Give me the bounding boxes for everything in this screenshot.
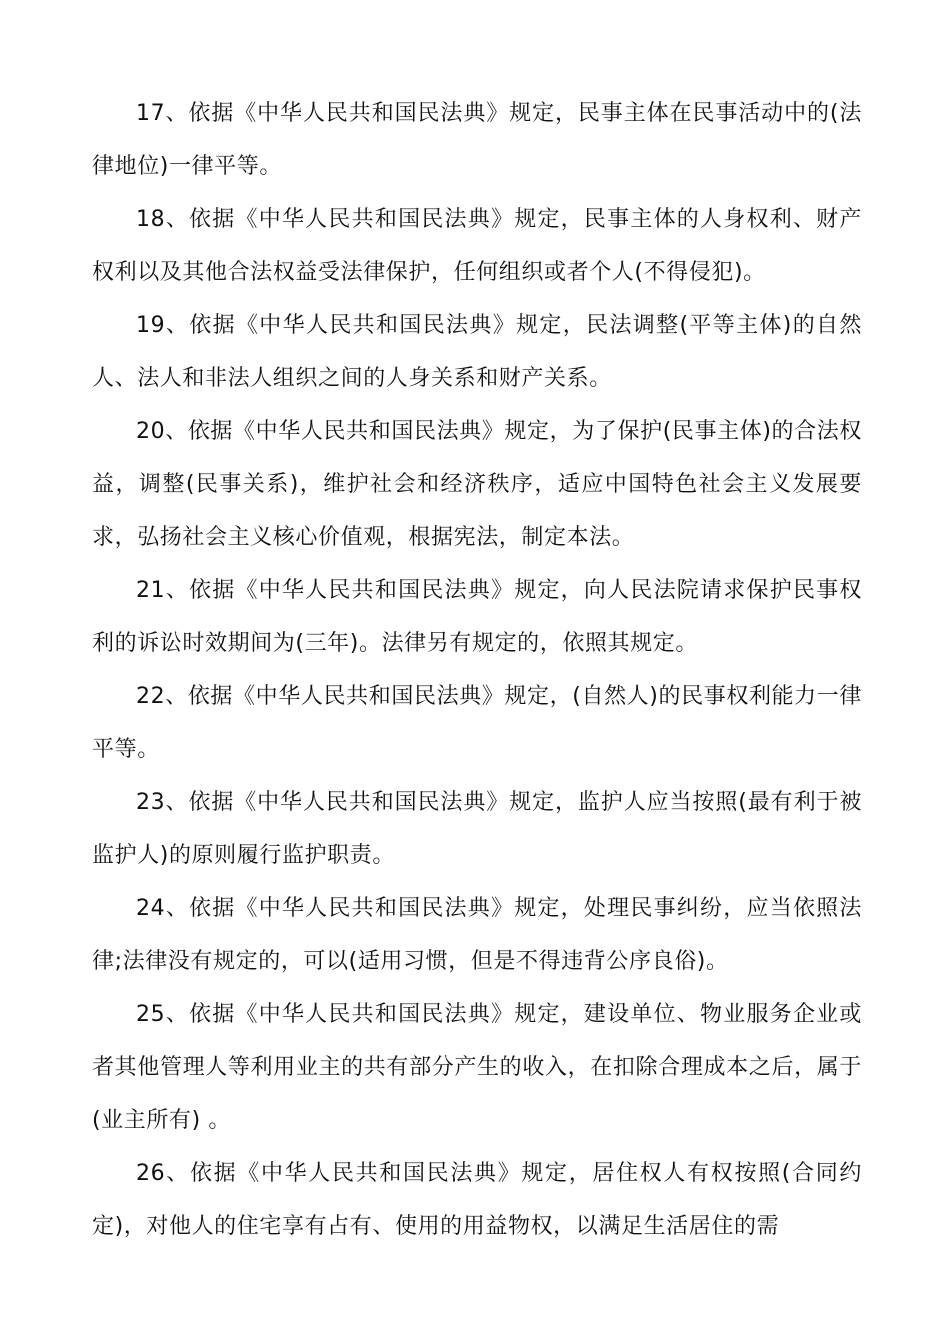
paragraph-23: 23、依据《中华人民共和国民法典》规定，监护人应当按照(最有利于被监护人)的原则履行监护职责。	[92, 790, 862, 868]
paragraph-21: 21、依据《中华人民共和国民法典》规定，向人民法院请求保护民事权利的诉讼时效期间为(三年)。法律另有规定的，依照其规定。	[92, 578, 862, 656]
paragraph-17: 17、依据《中华人民共和国民法典》规定，民事主体在民事活动中的(法律地位)一律平等。	[92, 101, 862, 179]
paragraph-22: 22、依据《中华人民共和国民法典》规定，(自然人)的民事权利能力一律平等。	[92, 684, 862, 762]
document-body	[92, 87, 862, 1253]
paragraph-18: 18、依据《中华人民共和国民法典》规定，民事主体的人身权利、财产权利以及其他合法权益受法律保护，任何组织或者个人(不得侵犯)。	[92, 207, 862, 285]
paragraph-24: 24、依据《中华人民共和国民法典》规定，处理民事纠纷，应当依照法律;法律没有规定的，可以(适用习惯，但是不得违背公序良俗)。	[92, 896, 862, 974]
paragraph-26: 26、依据《中华人民共和国民法典》规定，居住权人有权按照(合同约定)，对他人的住宅享有占有、使用的用益物权，以满足生活居住的需	[92, 1161, 862, 1239]
paragraph-20: 20、依据《中华人民共和国民法典》规定，为了保护(民事主体)的合法权益，调整(民事关系)，维护社会和经济秩序，适应中国特色社会主义发展要求，弘扬社会主义核心价值观，根据宪法，制定本法。	[92, 419, 862, 550]
paragraph-25: 25、依据《中华人民共和国民法典》规定，建设单位、物业服务企业或者其他管理人等利用业主的共有部分产生的收入，在扣除合理成本之后，属于(业主所有) 。	[92, 1002, 862, 1133]
paragraph-19: 19、依据《中华人民共和国民法典》规定，民法调整(平等主体)的自然人、法人和非法人组织之间的人身关系和财产关系。	[92, 313, 862, 391]
